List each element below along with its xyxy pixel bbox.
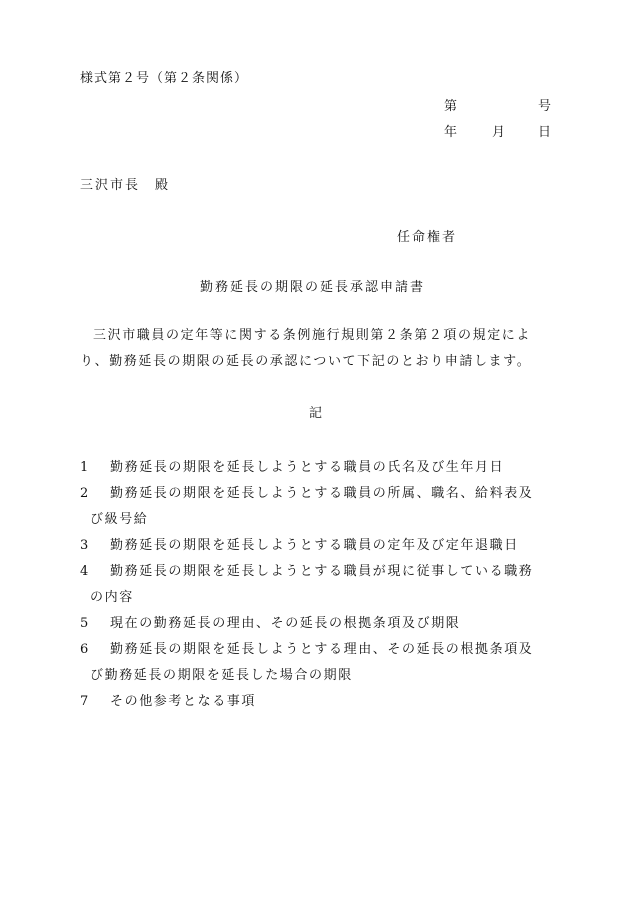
- body-line-2: り、勤務延長の期限の延長の承認について下記のとおり申請します。: [80, 354, 532, 369]
- item-text: 勤務延長の期限を延長しようとする職員の氏名及び生年月日: [110, 460, 505, 475]
- list-item: [80, 611, 550, 637]
- item-continuation: び勤務延長の期限を延長した場合の期限: [90, 668, 353, 683]
- body-line-1: 三沢市職員の定年等に関する条例施行規則第２条第２項の規定によ: [93, 328, 532, 343]
- item-continuation: び級号給: [90, 512, 149, 527]
- item-text: 勤務延長の期限を延長しようとする職員の所属、職名、給料表及: [110, 486, 534, 501]
- item-text: 勤務延長の期限を延長しようとする職員が現に従事している職務: [110, 564, 534, 579]
- date-month: 月: [492, 125, 507, 140]
- item-text: その他参考となる事項: [110, 694, 257, 709]
- list-item: [80, 481, 550, 533]
- item-number: 3: [80, 538, 90, 553]
- item-number: 6: [80, 642, 90, 657]
- item-number: 5: [80, 616, 90, 631]
- item-text: 勤務延長の期限を延長しようとする職員の定年及び定年退職日: [110, 538, 519, 553]
- item-number: 7: [80, 694, 90, 709]
- item-number: 1: [80, 460, 90, 475]
- number-prefix: 第: [444, 99, 459, 114]
- date-day: 日: [538, 125, 553, 140]
- body-paragraph: [80, 323, 550, 375]
- form-number-label: 様式第２号（第２条関係）: [80, 71, 249, 86]
- number-suffix: 号: [538, 99, 553, 114]
- ki-heading: 記: [309, 406, 324, 421]
- item-number: 4: [80, 564, 90, 579]
- document-title: 勤務延長の期限の延長承認申請書: [200, 280, 426, 295]
- appointing-authority: 任命権者: [397, 230, 458, 245]
- addressee: 三沢市長 殿: [80, 178, 171, 193]
- list-item: [80, 455, 550, 481]
- date-year: 年: [444, 125, 459, 140]
- item-number: 2: [80, 486, 90, 501]
- item-continuation: の内容: [90, 590, 134, 605]
- list-item: [80, 533, 550, 559]
- list-item: [80, 637, 550, 689]
- item-list: [80, 455, 550, 715]
- item-text: 勤務延長の期限を延長しようとする理由、その延長の根拠条項及: [110, 642, 534, 657]
- list-item: [80, 689, 550, 715]
- list-item: [80, 559, 550, 611]
- item-text: 現在の勤務延長の理由、その延長の根拠条項及び期限: [110, 616, 461, 631]
